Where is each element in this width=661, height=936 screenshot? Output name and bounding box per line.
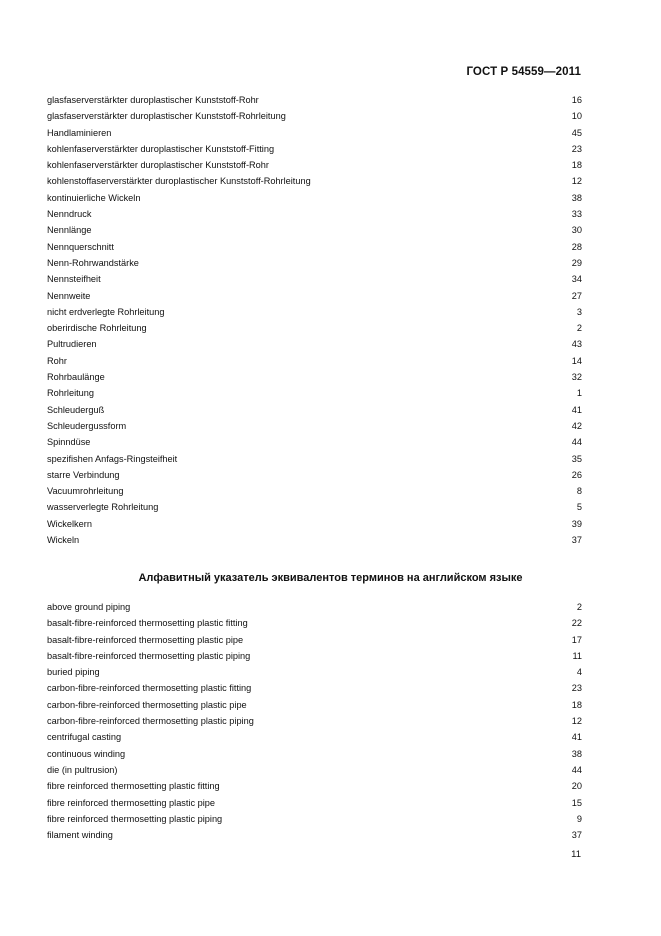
index-term: glasfaserverstärkter duroplastischer Kunststoff-Rohrleitung — [47, 111, 286, 122]
index-entry — [47, 729, 582, 745]
index-entry — [47, 369, 582, 385]
index-page-ref: 27 — [571, 290, 582, 301]
index-term: basalt-fibre-reinforced thermosetting plastic piping — [47, 650, 251, 661]
index-term: Nenndruck — [47, 209, 92, 220]
index-page-ref: 45 — [571, 127, 582, 138]
index-term: Nennweite — [47, 290, 91, 301]
index-term: basalt-fibre-reinforced thermosetting plastic pipe — [47, 634, 244, 645]
index-term: fibre reinforced thermosetting plastic pipe — [47, 797, 216, 808]
index-entry — [47, 648, 582, 664]
index-page-ref: 4 — [576, 667, 582, 678]
index-page-ref: 38 — [571, 192, 582, 203]
index-term: Schleudergussform — [47, 420, 127, 431]
index-term: carbon-fibre-reinforced thermosetting plastic pipe — [47, 699, 247, 710]
index-page-ref: 23 — [571, 143, 582, 154]
index-term: spezifishen Anfags-Ringsteifheit — [47, 453, 178, 464]
index-entry — [47, 141, 582, 157]
index-entry — [47, 615, 582, 631]
index-term: Wickelkern — [47, 518, 92, 529]
index-entry — [47, 697, 582, 713]
index-term: filament winding — [47, 830, 113, 841]
index-entry — [47, 762, 582, 778]
index-term: Pultrudieren — [47, 339, 97, 350]
index-entry — [47, 746, 582, 762]
index-term: Nennlänge — [47, 225, 92, 236]
index-term: nicht erdverlegte Rohrleitung — [47, 306, 165, 317]
index-term: carbon-fibre-reinforced thermosetting plastic piping — [47, 716, 254, 727]
index-entry — [47, 827, 582, 843]
index-term: fibre reinforced thermosetting plastic piping — [47, 813, 223, 824]
index-term: oberirdische Rohrleitung — [47, 323, 147, 334]
index-term: starre Verbindung — [47, 469, 120, 480]
index-term: Rohrbaulänge — [47, 372, 105, 383]
index-entry — [47, 778, 582, 794]
index-page-ref: 3 — [576, 306, 582, 317]
page-number: 11 — [571, 849, 581, 860]
index-term: kontinuierliche Wickeln — [47, 192, 141, 203]
index-page-ref: 9 — [576, 813, 582, 824]
index-term: Wickeln — [47, 535, 80, 546]
index-term: Schleuderguß — [47, 404, 105, 415]
index-term: wasserverlegte Rohrleitung — [47, 502, 159, 513]
index-term: kohlenstoffaserverstärkter duroplastischer Kunststoff-Rohrleitung — [47, 176, 311, 187]
index-entry — [47, 157, 582, 173]
index-page-ref: 43 — [571, 339, 582, 350]
index-term: Nennsteifheit — [47, 274, 101, 285]
index-entry — [47, 451, 582, 467]
index-entry — [47, 795, 582, 811]
index-page-ref: 37 — [571, 535, 582, 546]
index-entry — [47, 353, 582, 369]
index-page-ref: 12 — [571, 716, 582, 727]
index-term: Spinndüse — [47, 437, 91, 448]
index-page-ref: 2 — [576, 602, 582, 612]
index-page-ref: 11 — [572, 650, 582, 661]
index-page-ref: 14 — [571, 355, 582, 366]
index-page-ref: 2 — [576, 323, 582, 334]
index-page-ref: 18 — [571, 699, 582, 710]
index-entry — [47, 173, 582, 189]
index-entry — [47, 385, 582, 401]
index-term: Vacuumrohrleitung — [47, 486, 124, 497]
index-page-ref: 42 — [571, 420, 582, 431]
index-entry — [47, 336, 582, 352]
english-index-title: Алфавитный указатель эквивалентов терминов на английском языке — [138, 572, 523, 584]
index-page-ref: 30 — [571, 225, 582, 236]
index-term: Rohrleitung — [47, 388, 94, 399]
index-page-ref: 15 — [571, 797, 582, 808]
index-entry — [47, 288, 582, 304]
index-entry — [47, 434, 582, 450]
index-term: carbon-fibre-reinforced thermosetting plastic fitting — [47, 683, 252, 694]
index-term: buried piping — [47, 667, 100, 678]
index-page-ref: 1 — [576, 388, 582, 399]
index-term: above ground piping — [47, 602, 131, 612]
index-entry — [47, 320, 582, 336]
german-term-index — [47, 92, 582, 548]
index-entry — [47, 304, 582, 320]
index-page-ref: 17 — [571, 634, 582, 645]
index-page-ref: 5 — [576, 502, 582, 513]
index-term: kohlenfaserverstärkter duroplastischer Kunststoff-Rohr — [47, 160, 269, 171]
index-page-ref: 16 — [571, 95, 582, 105]
index-term: Handlaminieren — [47, 127, 112, 138]
index-page-ref: 22 — [571, 618, 582, 629]
index-page-ref: 28 — [571, 241, 582, 252]
index-page-ref: 29 — [571, 257, 582, 268]
english-term-index — [47, 599, 582, 843]
index-page-ref: 26 — [571, 469, 582, 480]
index-page-ref: 44 — [571, 764, 582, 775]
index-term: Nenn-Rohrwandstärke — [47, 257, 139, 268]
index-term: continuous winding — [47, 748, 126, 759]
index-page-ref: 44 — [571, 437, 582, 448]
index-page-ref: 8 — [576, 486, 582, 497]
index-page-ref: 34 — [571, 274, 582, 285]
index-page-ref: 12 — [571, 176, 582, 187]
index-entry — [47, 239, 582, 255]
index-page-ref: 37 — [571, 830, 582, 841]
index-page-ref: 23 — [571, 683, 582, 694]
index-entry — [47, 467, 582, 483]
index-entry — [47, 532, 582, 548]
index-entry — [47, 418, 582, 434]
index-entry — [47, 632, 582, 648]
index-entry — [47, 811, 582, 827]
index-page-ref: 41 — [571, 732, 582, 743]
index-entry — [47, 108, 582, 124]
document-header: ГОСТ Р 54559—2011 — [466, 66, 581, 78]
index-entry — [47, 255, 582, 271]
index-entry — [47, 92, 582, 108]
index-entry — [47, 516, 582, 532]
index-entry — [47, 599, 582, 615]
index-page-ref: 39 — [571, 518, 582, 529]
index-entry — [47, 499, 582, 515]
index-term: centrifugal casting — [47, 732, 122, 743]
index-entry — [47, 206, 582, 222]
index-entry — [47, 664, 582, 680]
index-term: Rohr — [47, 355, 67, 366]
index-term: glasfaserverstärkter duroplastischer Kunststoff-Rohr — [47, 95, 259, 105]
index-entry — [47, 222, 582, 238]
index-page-ref: 38 — [571, 748, 582, 759]
index-page-ref: 18 — [571, 160, 582, 171]
index-term: kohlenfaserverstärkter duroplastischer Kunststoff-Fitting — [47, 143, 275, 154]
index-entry — [47, 402, 582, 418]
index-page-ref: 33 — [571, 209, 582, 220]
index-entry — [47, 713, 582, 729]
index-term: die (in pultrusion) — [47, 764, 118, 775]
index-entry — [47, 190, 582, 206]
index-page-ref: 41 — [571, 404, 582, 415]
index-entry — [47, 483, 582, 499]
index-term: fibre reinforced thermosetting plastic fitting — [47, 781, 220, 792]
index-entry — [47, 680, 582, 696]
index-page-ref: 32 — [571, 372, 582, 383]
index-page-ref: 20 — [571, 781, 582, 792]
index-page-ref: 10 — [571, 111, 582, 122]
index-entry — [47, 271, 582, 287]
index-term: basalt-fibre-reinforced thermosetting plastic fitting — [47, 618, 248, 629]
index-entry — [47, 125, 582, 141]
index-page-ref: 35 — [571, 453, 582, 464]
index-term: Nennquerschnitt — [47, 241, 114, 252]
